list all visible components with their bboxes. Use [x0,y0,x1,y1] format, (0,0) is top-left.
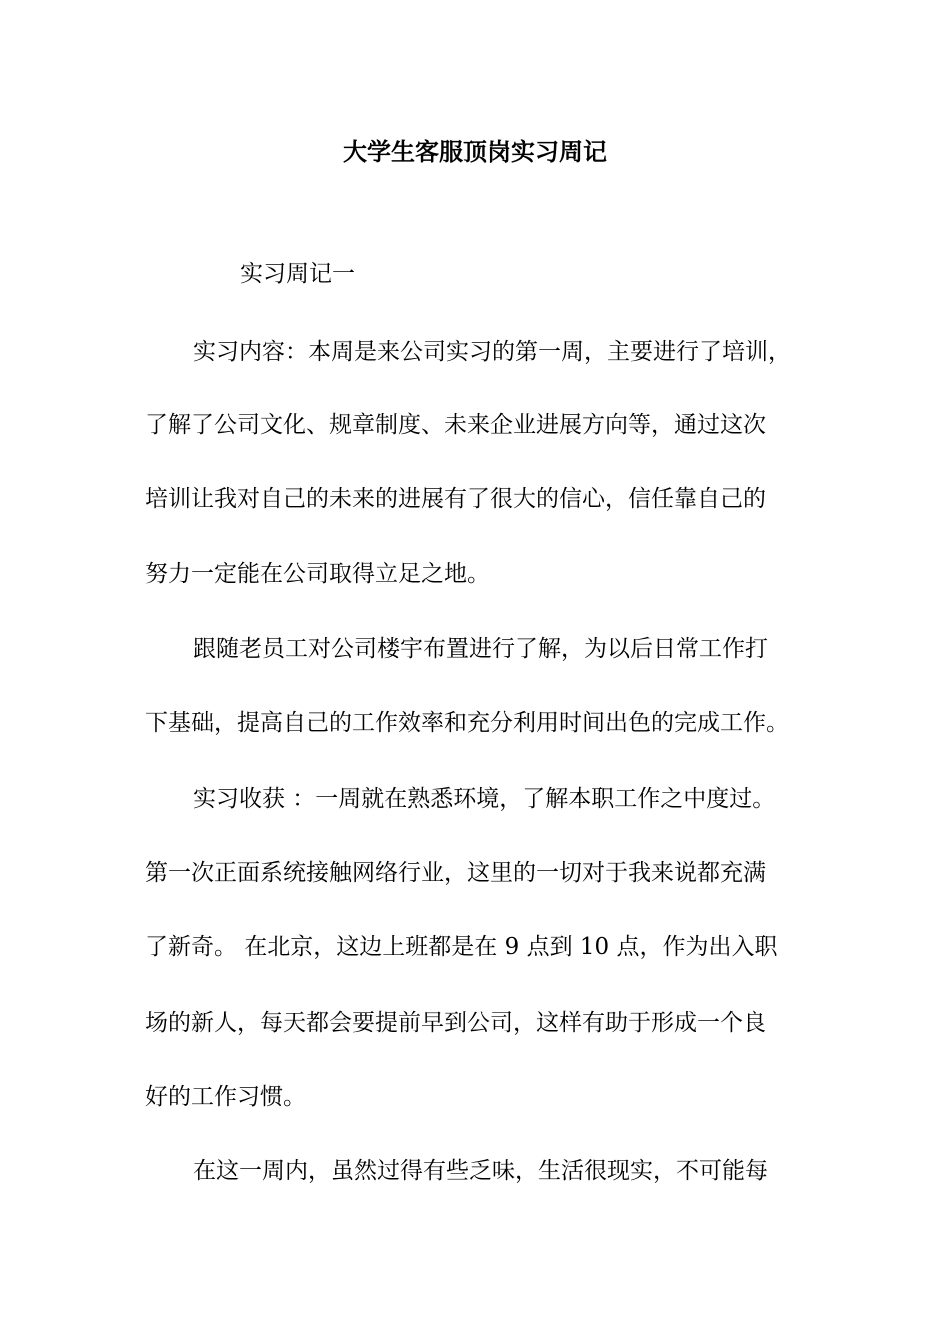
paragraph-line: 跟随老员工对公司楼宇布置进行了解，为以后日常工作打 [193,636,768,662]
paragraph-line: 下基础，提高自己的工作效率和充分利用时间出色的完成工作。 [145,710,789,736]
paragraph-line: 场的新人，每天都会要提前早到公司，这样有助于形成一个良 [145,1010,766,1036]
document-title: 大学生客服顶岗实习周记 [343,137,607,166]
paragraph-line: 好的工作习惯。 [145,1084,306,1110]
paragraph-line: 了解了公司文化、规章制度、未来企业进展方向等，通过这次 [145,412,766,438]
paragraph-line: 实习收获 ：一周就在熟悉环境，了解本职工作之中度过。 [193,786,776,812]
paragraph-line: 在这一周内，虽然过得有些乏味，生活很现实，不可能每 [193,1158,768,1184]
section-heading: 实习周记一 [240,261,355,287]
paragraph-line: 培训让我对自己的未来的进展有了很大的信心，信任靠自己的 [145,486,766,512]
paragraph-line: 第一次正面系统接触网络行业，这里的一切对于我来说都充满 [145,860,766,886]
paragraph-line: 努力一定能在公司取得立足之地。 [145,561,490,587]
paragraph-line: 实习内容：本周是来公司实习的第一周，主要进行了培训， [193,339,791,365]
paragraph-line: 了新奇。 在北京，这边上班都是在 9 点到 10 点，作为出入职 [145,934,778,960]
